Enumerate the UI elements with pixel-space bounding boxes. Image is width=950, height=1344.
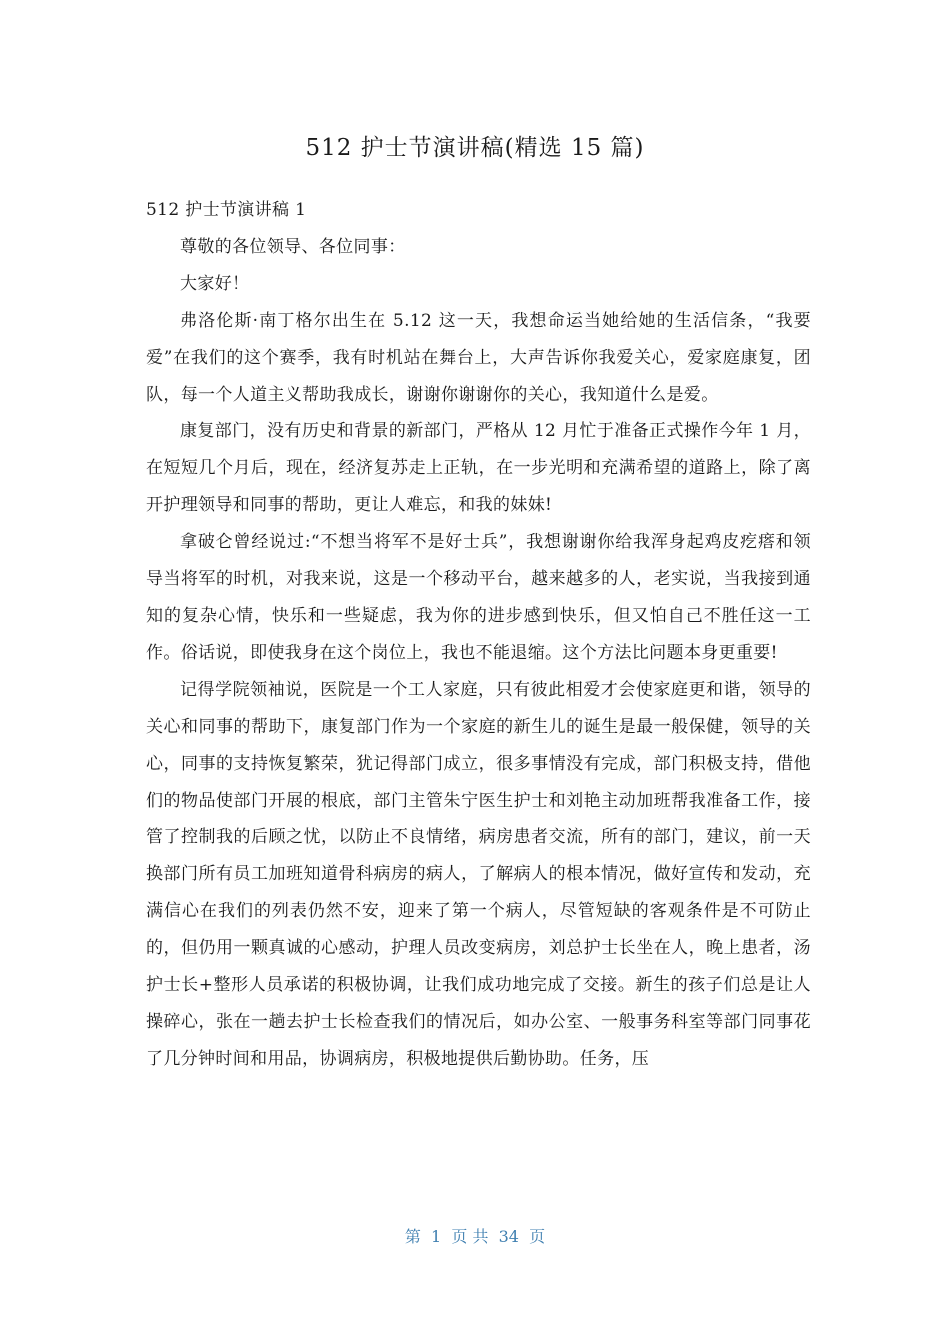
document-body — [146, 192, 811, 1078]
body-paragraph: 康复部门，没有历史和背景的新部门，严格从 12 月忙于准备正式操作今年 1 月，在短短几个月后，现在，经济复苏走上正轨，在一步光明和充满希望的道路上，除了离开护理领导和同事的帮助，更让人难忘，和我的妹妹! — [146, 421, 811, 516]
section-heading: 512 护士节演讲稿 1 — [146, 200, 307, 220]
greeting-paragraph: 大家好！ — [180, 273, 250, 294]
body-paragraph: 记得学院领袖说，医院是一个工人家庭，只有彼此相爱才会使家庭更和谐，领导的关心和同事的帮助下，康复部门作为一个家庭的新生儿的诞生是最一般保健，领导的关心，同事的支持恢复繁荣，犹记得部门成立，很多事情没有完成，部门积极支持，借他们的物品使部门开展的根底，部门主管朱宁医生护士和刘艳主动加班帮我准备工作，接管了控制我的后顾之忧，以防止不良情绪，病房患者交流，所有的部门，建议，前一天换部门所有员工加班知道骨科病房的病人，了解病人的根本情况，做好宣传和发动，充满信心在我们的列表仍然不安，迎来了第一个病人，尽管短缺的客观条件是不可防止的，但仍用一颗真诚的心感动，护理人员改变病房，刘总护士长坐在人，晚上患者，汤护士长+整形人员承诺的积极协调，让我们成功地完成了交接。新生的孩子们总是让人操碎心，张在一趟去护士长检查我们的情况后，如办公室、一般事务科室等部门同事花了几分钟时间和用品，协调病房，积极地提供后勤协助。任务，压 — [146, 679, 811, 1069]
document-title: 512 护士节演讲稿(精选 15 篇) — [305, 135, 645, 161]
page-number-footer: 第 1 页 共 34 页 — [404, 1227, 546, 1246]
body-paragraph: 拿破仑曾经说过:“不想当将军不是好士兵”，我想谢谢你给我浑身起鸡皮疙瘩和领导当将军的时机，对我来说，这是一个移动平台，越来越多的人，老实说，当我接到通知的复杂心情，快乐和一些疑虑，我为你的进步感到快乐，但又怕自己不胜任这一工作。俗话说，即使我身在这个岗位上，我也不能退缩。这个方法比问题本身更重要! — [146, 532, 811, 663]
body-paragraph: 弗洛伦斯·南丁格尔出生在 5.12 这一天，我想命运当她给她的生活信条，“我要爱”在我们的这个赛季，我有时机站在舞台上，大声告诉你我爱关心，爱家庭康复，团队，每一个人道主义帮助我成长，谢谢你谢谢你的关心，我知道什么是爱。 — [146, 310, 811, 405]
salutation-paragraph: 尊敬的各位领导、各位同事： — [180, 236, 406, 257]
